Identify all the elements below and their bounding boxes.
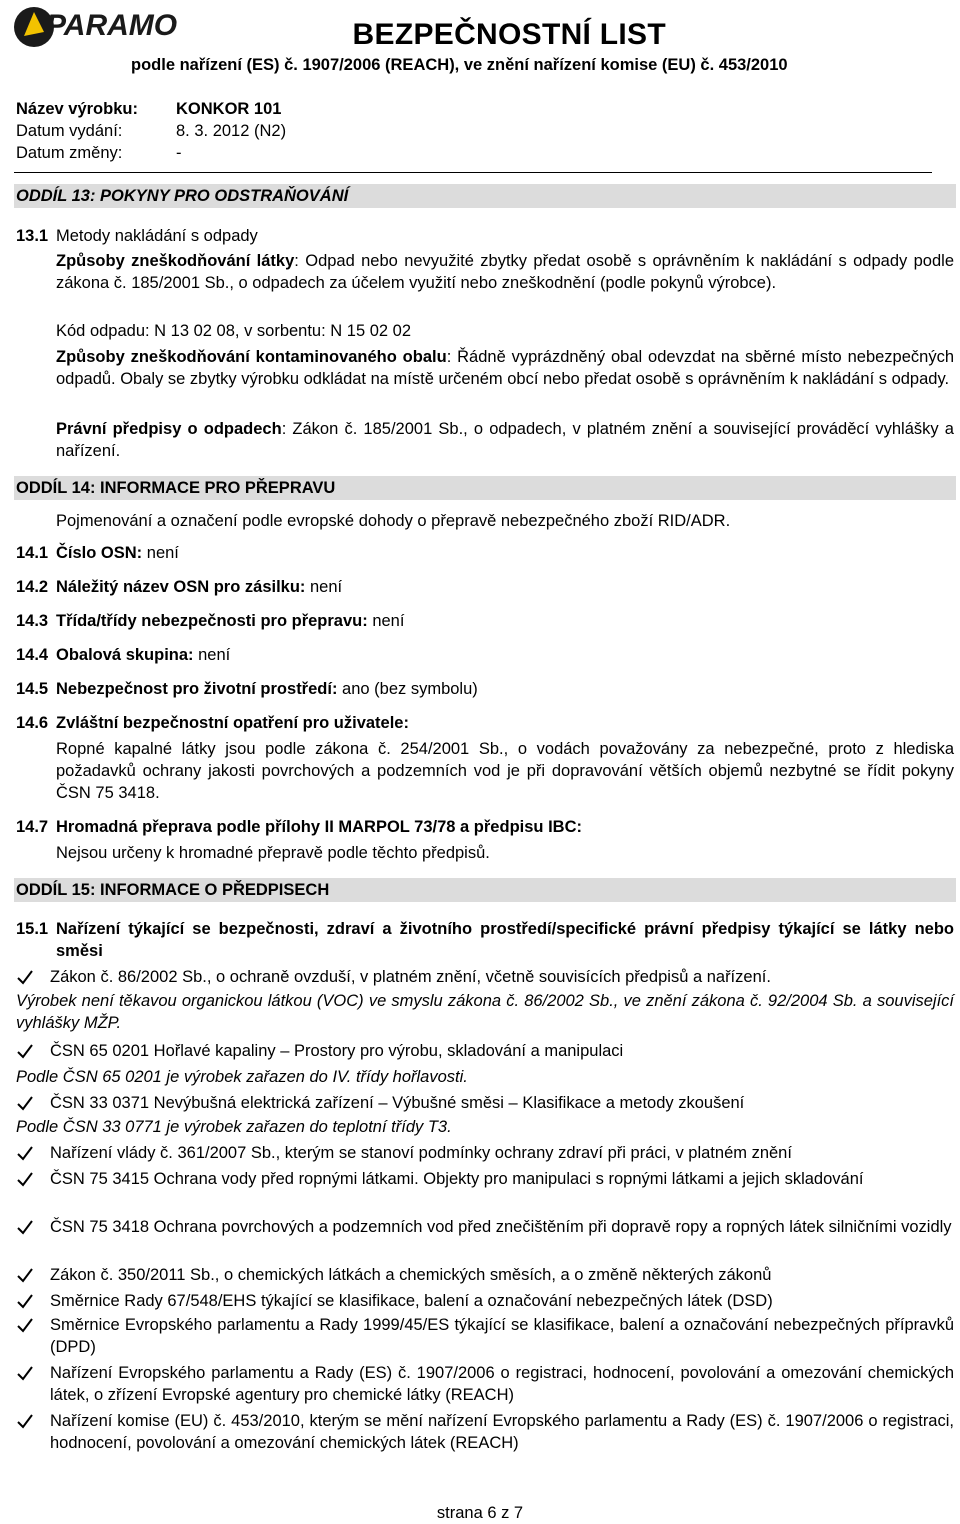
transport-item <box>16 712 954 734</box>
regulation-text: Nařízení Evropského parlamentu a Rady (ES) č. 1907/2006 o registraci, hodnocení, povolování a omezování chemických látek, o zřízení Evropské agentury pro chemické látky (REACH) <box>50 1364 954 1404</box>
document-title: BEZPEČNOSTNÍ LIST <box>352 18 666 51</box>
disposal-packaging-label: Způsoby zneškodňování kontaminovaného obalu <box>56 348 447 366</box>
disposal-substance-label: Způsoby zneškodňování látky <box>56 252 295 270</box>
item-value: není <box>142 544 179 562</box>
header-divider <box>14 172 932 173</box>
transport-item <box>16 644 954 666</box>
checkmark-icon <box>16 1040 34 1062</box>
item-value: ano (bez symbolu) <box>337 680 478 698</box>
regulation-note: Výrobek není těkavou organickou látkou (VOC) ve smyslu zákona č. 86/2002 Sb., ve znění zákona č. 92/2004 Sb. a související vyhlášky MŽP. <box>16 992 954 1032</box>
product-label: Název výrobku: <box>16 100 138 118</box>
disposal-substance-paragraph <box>56 250 954 294</box>
regulation-note: Podle ČSN 33 0771 je výrobek zařazen do teplotní třídy T3. <box>16 1118 452 1136</box>
subsection-title: Metody nakládání s odpady <box>56 227 258 245</box>
transport-item <box>16 576 954 598</box>
item-label: Číslo OSN: <box>56 544 143 562</box>
waste-legislation-text: : Zákon č. 185/2001 Sb., o odpadech, v platném znění a související prováděcí vyhlášky a nařízení. <box>56 420 954 460</box>
item-number: 14.4 <box>16 646 49 664</box>
item-number: 14.6 <box>16 714 49 732</box>
product-value: KONKOR 101 <box>176 100 282 118</box>
product-meta <box>16 98 286 164</box>
item-label: Zvláštní bezpečnostní opatření pro uživatele: <box>56 714 409 732</box>
regulation-text: ČSN 33 0371 Nevýbušná elektrická zařízení – Výbušné směsi – Klasifikace a metody zkoušení <box>50 1094 745 1112</box>
checkmark-icon <box>16 966 34 988</box>
logo-wordmark: PARAMO <box>46 9 178 42</box>
item-label: Obalová skupina: <box>56 646 194 664</box>
item-label: Nebezpečnost pro životní prostředí: <box>56 680 338 698</box>
section-15-heading: ODDÍL 15: INFORMACE O PŘEDPISECH <box>14 878 956 902</box>
transport-item <box>16 816 954 838</box>
disposal-packaging-text: : Řádně vyprázdněný obal odevzdat na sběrné místo nebezpečných odpadů. Obaly se zbytky výrobku odkládat na místě určeném obcí nebo předat osobě s oprávněním k nakládání s odpady. <box>56 348 954 388</box>
item-value: není <box>367 612 405 630</box>
checkmark-icon <box>16 1290 34 1312</box>
subsection-number: 13.1 <box>16 227 49 245</box>
subsection-13-1 <box>16 225 954 247</box>
waste-legislation-paragraph <box>56 418 954 462</box>
regulation-note: Podle ČSN 65 0201 je výrobek zařazen do IV. třídy hořlavosti. <box>16 1068 468 1086</box>
transport-item <box>16 542 954 564</box>
bulk-transport-text: Nejsou určeny k hromadné přepravě podle těchto předpisů. <box>56 844 490 862</box>
item-value: není <box>305 578 343 596</box>
regulation-text: Zákon č. 86/2002 Sb., o ochraně ovzduší, v platném znění, včetně souvisících předpisů a nařízení. <box>50 968 771 986</box>
checkmark-icon <box>16 1314 34 1336</box>
item-number: 14.5 <box>16 680 49 698</box>
checkmark-icon <box>16 1264 34 1286</box>
item-number: 14.3 <box>16 612 49 630</box>
waste-code: Kód odpadu: N 13 02 08, v sorbentu: N 15 02 02 <box>56 322 412 340</box>
regulation-text: ČSN 75 3415 Ochrana vody před ropnými látkami. Objekty pro manipulaci s ropnými látkami a jejich skladování <box>50 1170 864 1188</box>
regulation-text: Zákon č. 350/2011 Sb., o chemických látkách a chemických směsích, a o změně některých zákonů <box>50 1266 772 1284</box>
checkmark-icon <box>16 1142 34 1164</box>
item-label: Náležitý název OSN pro zásilku: <box>56 578 306 596</box>
transport-intro: Pojmenování a označení podle evropské dohody o přepravě nebezpečného zboží RID/ADR. <box>56 512 731 530</box>
regulation-text: Nařízení komise (EU) č. 453/2010, kterým se mění nařízení Evropského parlamentu a Rady (ES) č. 1907/2006 o registraci, hodnocení, povolování a omezování chemických látek (REACH) <box>50 1412 954 1452</box>
regulation-text: ČSN 75 3418 Ochrana povrchových a podzemních vod před znečištěním při dopravě ropy a ropných látek silničními vozidly <box>50 1218 952 1236</box>
regulation-text: Směrnice Evropského parlamentu a Rady 1999/45/ES týkající se klasifikace, balení a označování nebezpečných přípravků (DPD) <box>50 1316 954 1356</box>
checkmark-icon <box>16 1092 34 1114</box>
subsection-15-1-title: Nařízení týkající se bezpečnosti, zdraví a životního prostředí/specifické právní předpisy týkající se látky nebo směsi <box>56 920 954 960</box>
item-label: Hromadná přeprava podle přílohy II MARPOL 73/78 a předpisu IBC: <box>56 818 582 836</box>
regulation-text: ČSN 65 0201 Hořlavé kapaliny – Prostory pro výrobu, skladování a manipulaci <box>50 1042 624 1060</box>
subsection-number: 15.1 <box>16 920 49 938</box>
issue-value: 8. 3. 2012 (N2) <box>176 122 287 140</box>
change-label: Datum změny: <box>16 144 123 162</box>
page-number: strana 6 z 7 <box>436 1504 524 1522</box>
item-number: 14.7 <box>16 818 49 836</box>
section-13-heading: ODDÍL 13: POKYNY PRO ODSTRAŇOVÁNÍ <box>14 184 956 208</box>
regulation-text: Směrnice Rady 67/548/EHS týkající se klasifikace, balení a označování nebezpečných látek (DSD) <box>50 1292 773 1310</box>
section-14-heading: ODDÍL 14: INFORMACE PRO PŘEPRAVU <box>14 476 956 500</box>
disposal-packaging-paragraph <box>56 346 954 390</box>
checkmark-icon <box>16 1168 34 1190</box>
change-value: - <box>176 144 182 162</box>
item-label: Třída/třídy nebezpečnosti pro přepravu: <box>56 612 368 630</box>
special-precautions-text: Ropné kapalné látky jsou podle zákona č. 254/2001 Sb., o vodách považovány za nebezpečné, proto z hlediska požadavků ochrany jakosti povrchových a podzemních vod je při dopravování větších objemů nezbytné se řídit pokyny ČSN 75 3418. <box>56 740 954 802</box>
waste-legislation-label: Právní předpisy o odpadech <box>56 420 282 438</box>
issue-label: Datum vydání: <box>16 122 123 140</box>
checkmark-icon <box>16 1216 34 1238</box>
checkmark-icon <box>16 1362 34 1384</box>
disposal-substance-text: : Odpad nebo nevyužité zbytky předat osobě s oprávněním k nakládání s odpady podle zákona č. 185/2001 Sb., o odpadech za účelem využití nebo zneškodnění (podle pokynů výrobce). <box>56 252 954 292</box>
item-number: 14.2 <box>16 578 49 596</box>
item-value: není <box>193 646 231 664</box>
regulation-subtitle: podle nařízení (ES) č. 1907/2006 (REACH), ve znění nařízení komise (EU) č. 453/2010 <box>131 56 788 74</box>
checkmark-icon <box>16 1410 34 1432</box>
item-number: 14.1 <box>16 544 49 562</box>
regulation-text: Nařízení vlády č. 361/2007 Sb., kterým se stanoví podmínky ochrany zdraví při práci, v platném znění <box>50 1144 792 1162</box>
transport-item <box>16 610 954 632</box>
transport-item <box>16 678 954 700</box>
paramo-logo <box>12 2 202 52</box>
